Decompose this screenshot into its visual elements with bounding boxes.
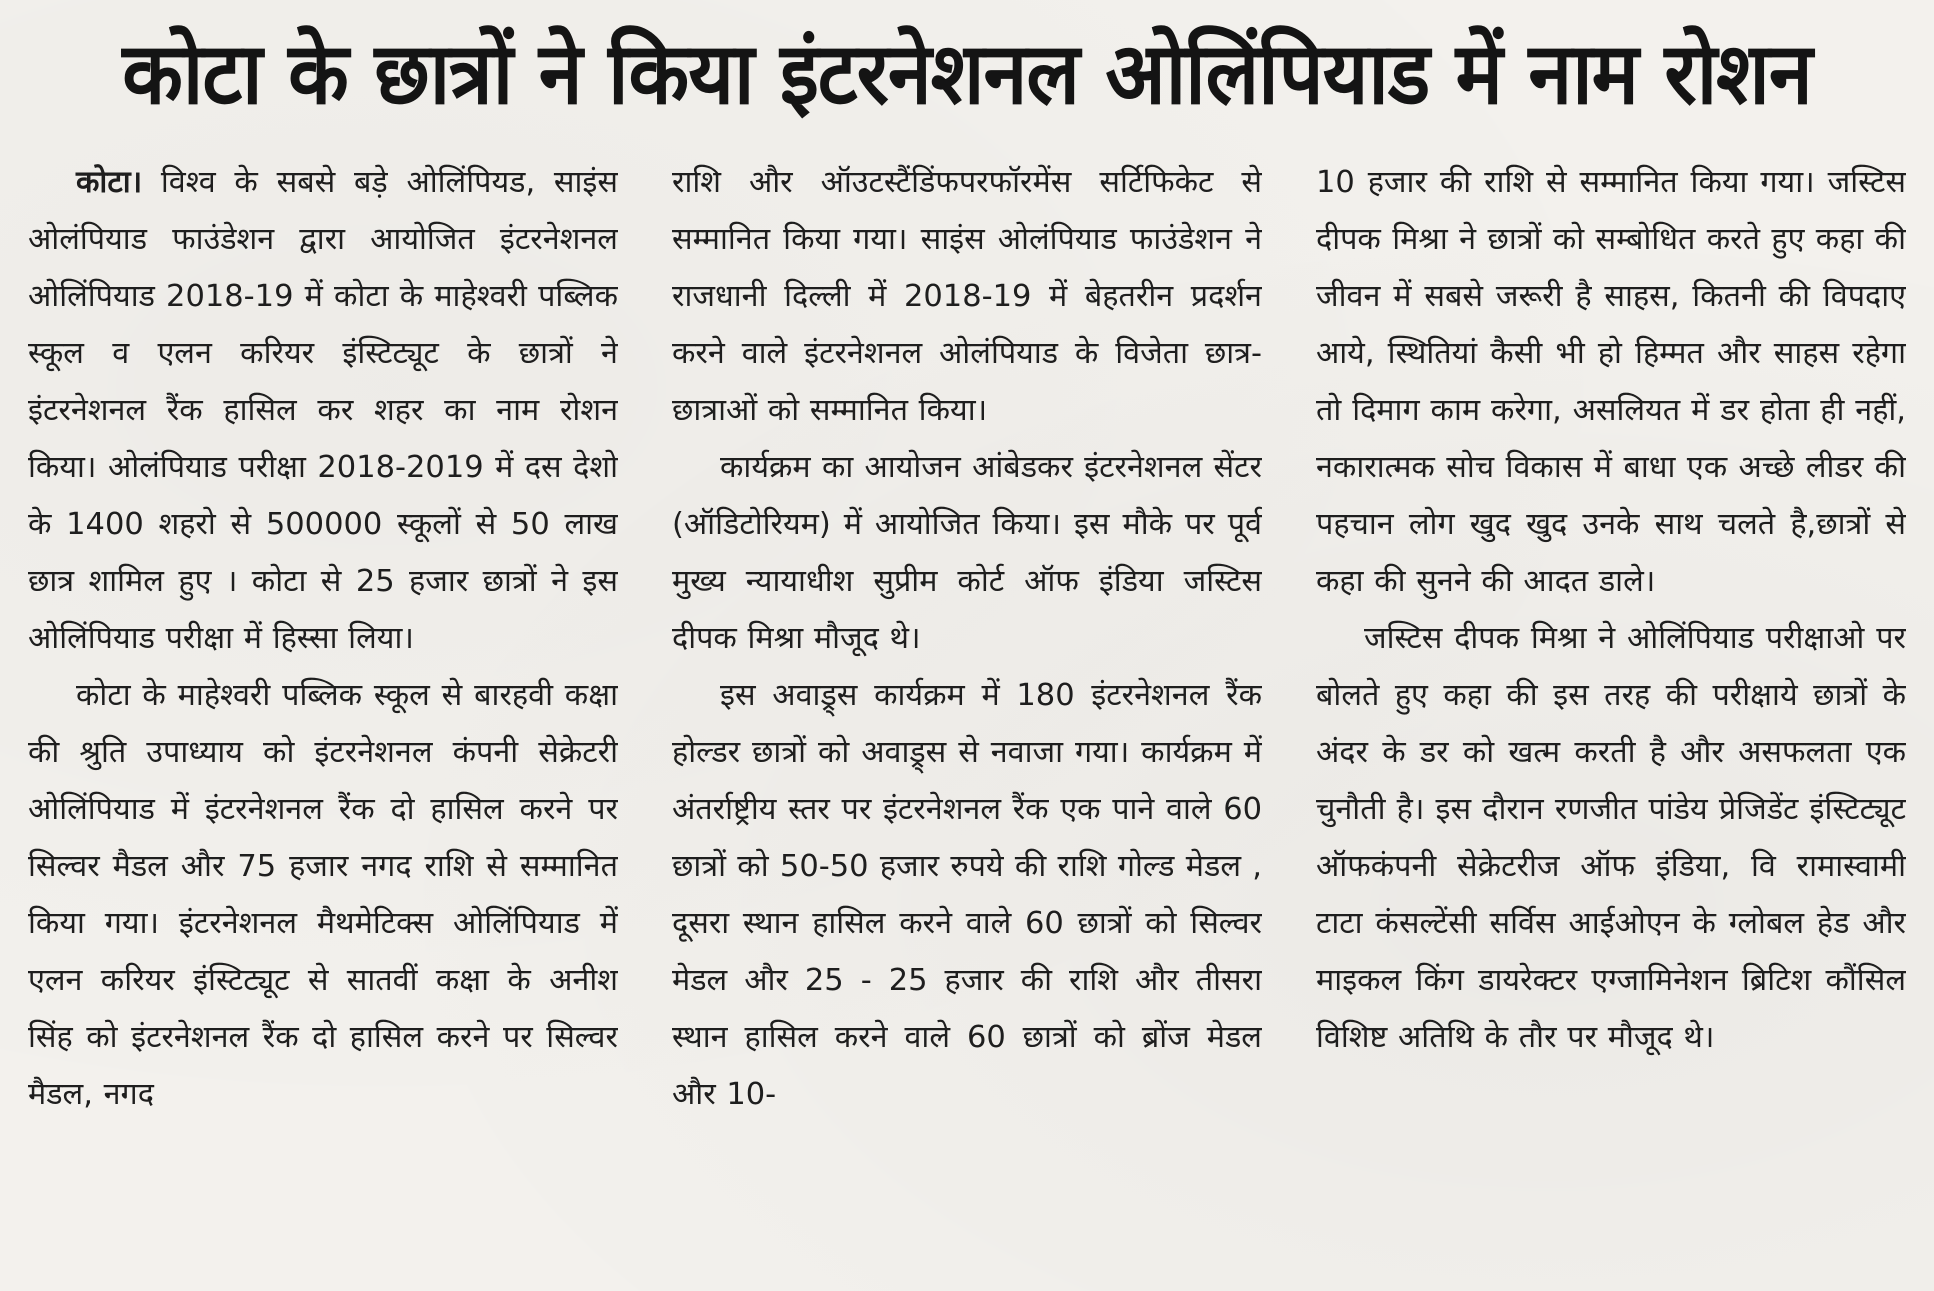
paragraph-2-3: इस अवाड्र्स कार्यक्रम में 180 इंटरनेशनल रैंक होल्डर छात्रों को अवाड्र्स से नवाजा गया। कार्यक्रम में अंतर्राष्ट्रीय स्तर पर इंटरनेशनल रैंक एक पाने वाले 60 छात्रों को 50-50 हजार रुपये की राशि गोल्ड मेडल , दूसरा स्थान हासिल करने वाले 60 छात्रों को सिल्वर मेडल और 25 - 25 हजार की राशि और तीसरा स्थान हासिल करने वाले 60 छात्रों को ब्रोंज मेडल और 10-: [672, 678, 1262, 1112]
headline: कोटा के छात्रों ने किया इंटरनेशनल ओलिंपियाड में नाम रोशन: [122, 23, 1812, 124]
paragraph-3-2: जस्टिस दीपक मिश्रा ने ओलिंपियाड परीक्षाओ पर बोलते हुए कहा की इस तरह की परीक्षाये छात्रों के अंदर के डर को खत्म करती है और असफलता एक चुनौती है। इस दौरान रणजीत पांडेय प्रेजिडेंट इंस्टिट्यूट ऑफकंपनी सेक्रेटरीज ऑफ इंडिया, वि रामास्वामी टाटा कंसल्टेंसी सर्विस आईओएन के ग्लोबल हेड और माइकल किंग डायरेक्टर एग्जामिनेशन ब्रिटिश कौंसिल विशिष्ट अतिथि के तौर पर मौजूद थे।: [1316, 621, 1906, 1055]
paragraph-text: विश्व के सबसे बड़े ओलिंपियड, साइंस ओलंपियाड फाउंडेशन द्वारा आयोजित इंटरनेशनल ओलिंपियाड 2018-19 में कोटा के माहेश्वरी पब्लिक स्कूल व एलन करियर इंस्टिट्यूट के छात्रों ने इंटरनेशनल रैंक हासिल कर शहर का नाम रोशन किया। ओलंपियाड परीक्षा 2018-2019 में दस देशो के 1400 शहरो से 500000 स्कूलों से 50 लाख छात्र शामिल हुए । कोटा से 25 हजार छात्रों ने इस ओलिंपियाड परीक्षा में हिस्सा लिया।: [28, 165, 618, 656]
column-3: [1316, 154, 1906, 1274]
paragraph-1-1: [28, 154, 618, 667]
paragraph-2-2: कार्यक्रम का आयोजन आंबेडकर इंटरनेशनल सेंटर (ऑडिटोरियम) में आयोजित किया। इस मौके पर पूर्व मुख्य न्यायाधीश सुप्रीम कोर्ट ऑफ इंडिया जस्टिस दीपक मिश्रा मौजूद थे।: [672, 450, 1262, 656]
paragraph-1-2: कोटा के माहेश्वरी पब्लिक स्कूल से बारहवी कक्षा की श्रुति उपाध्याय को इंटरनेशनल कंपनी सेक्रेटरी ओलिंपियाड में इंटरनेशनल रैंक दो हासिल करने पर सिल्वर मैडल और 75 हजार नगद राशि से सम्मानित किया गया। इंटरनेशनल मैथमेटिक्स ओलिंपियाड में एलन करियर इंस्टिट्यूट से सातवीं कक्षा के अनीश सिंह को इंटरनेशनल रैंक दो हासिल करने पर सिल्वर मैडल, नगद: [28, 678, 618, 1112]
column-1: [28, 154, 618, 1274]
article-body: [28, 154, 1906, 1274]
paragraph-3-1: 10 हजार की राशि से सम्मानित किया गया। जस्टिस दीपक मिश्रा ने छात्रों को सम्बोधित करते हुए कहा की जीवन में सबसे जरूरी है साहस, कितनी की विपदाए आये, स्थितियां कैसी भी हो हिम्मत और साहस रहेगा तो दिमाग काम करेगा, असलियत में डर होता ही नहीं, नकारात्मक सोच विकास में बाधा एक अच्छे लीडर की पहचान लोग खुद खुद उनके साथ चलते है,छात्रों से कहा की सुनने की आदत डाले।: [1316, 165, 1906, 599]
dateline: कोटा।: [76, 165, 143, 200]
paragraph-2-1: राशि और ऑउटस्टैंडिंफपरफॉरमेंस सर्टिफिकेट से सम्मानित किया गया। साइंस ओलंपियाड फाउंडेशन ने राजधानी दिल्ली में 2018-19 में बेहतरीन प्रदर्शन करने वाले इंटरनेशनल ओलंपियाड के विजेता छात्र-छात्राओं को सम्मानित किया।: [672, 165, 1262, 428]
column-2: [672, 154, 1262, 1274]
